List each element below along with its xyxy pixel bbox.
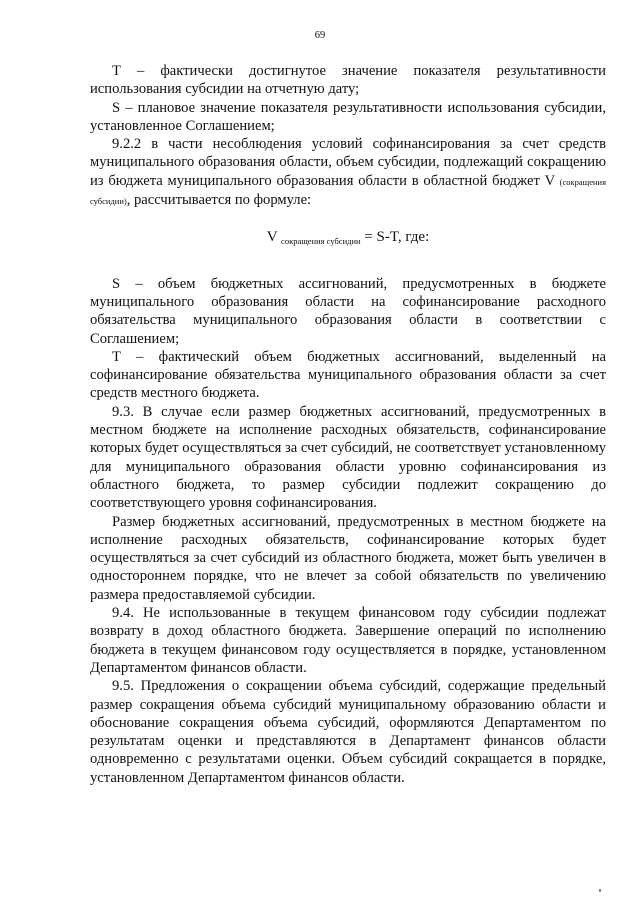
scan-mark — [599, 889, 601, 892]
formula-subscript: сокращения субсидии — [281, 236, 361, 247]
page-number: 69 — [314, 30, 326, 41]
paragraph-9-4: 9.4. Не использованные в текущем финансовом году субсидии подлежат возврату в доход областного бюджета. Завершение операций по исполнению бюджета в текущем финансовом году осуществляется в порядке, установленном Департаментом финансов области. — [90, 605, 606, 676]
paragraph-t-definition: Т – фактически достигнутое значение показателя результативности использования субсидии на отчетную дату; — [90, 63, 606, 98]
paragraph-9-2-2-tail: , рассчитывается по формуле: — [126, 192, 312, 209]
formula — [90, 228, 606, 250]
paragraph-s-budget: S – объем бюджетных ассигнований, предусмотренных в бюджете муниципального образования области на софинансирование расходного обязательства муниципального образования области в соответствии с Соглашением; — [90, 275, 606, 347]
paragraph-budget-size: Размер бюджетных ассигнований, предусмотренных в местном бюджете на исполнение расходных обязательств, софинансирование которых будет осуществляться за счет субсидий из областного бюджета, может быть увеличен в одностороннем порядке, что не влечет за собой обязательств по увеличению размера предоставляемой субсидии. — [90, 513, 606, 603]
paragraph-9-2-2-text: 9.2.2 в части несоблюдения условий софинансирования за счет средств муниципального образования области, объем субсидии, подлежащий сокращению из бюджета муниципального образования области в областной бюджет V — [90, 136, 606, 189]
paragraph-9-3: 9.3. В случае если размер бюджетных ассигнований, предусмотренных в местном бюджете на исполнение расходных обязательств, софинансирование которых будет осуществляться за счет субсидий, не соответствует установленному для муниципального образования области уровню софинансирования из областного бюджета, то размер субсидии подлежит сокращению до соответствующего уровня софинансирования. — [90, 403, 606, 512]
paragraph-s-definition: S – плановое значение показателя результативности использования субсидии, установленное Соглашением; — [90, 99, 606, 134]
paragraph-9-2-2 — [90, 135, 606, 210]
document-body — [90, 62, 606, 787]
paragraph-9-2-2-subscript: (сокращения субсидии) — [90, 176, 607, 207]
paragraph-9-5: 9.5. Предложения о сокращении объема субсидий, содержащие предельный размер сокращения объема субсидий муниципальному образованию области и обоснование сокращения объема субсидий, оформляются Департаментом по результатам оценки и представляются в Департамент финансов области одновременно с результатами оценки. Объем субсидий сокращается в порядке, установленном Департаментом финансов области. — [90, 678, 606, 786]
formula-left: V — [266, 229, 278, 246]
formula-right: = S-T, где: — [360, 229, 430, 246]
paragraph-t-budget: Т – фактический объем бюджетных ассигнований, выделенный на софинансирование обязательства муниципального образования области за счет средств местного бюджета. — [90, 348, 606, 402]
